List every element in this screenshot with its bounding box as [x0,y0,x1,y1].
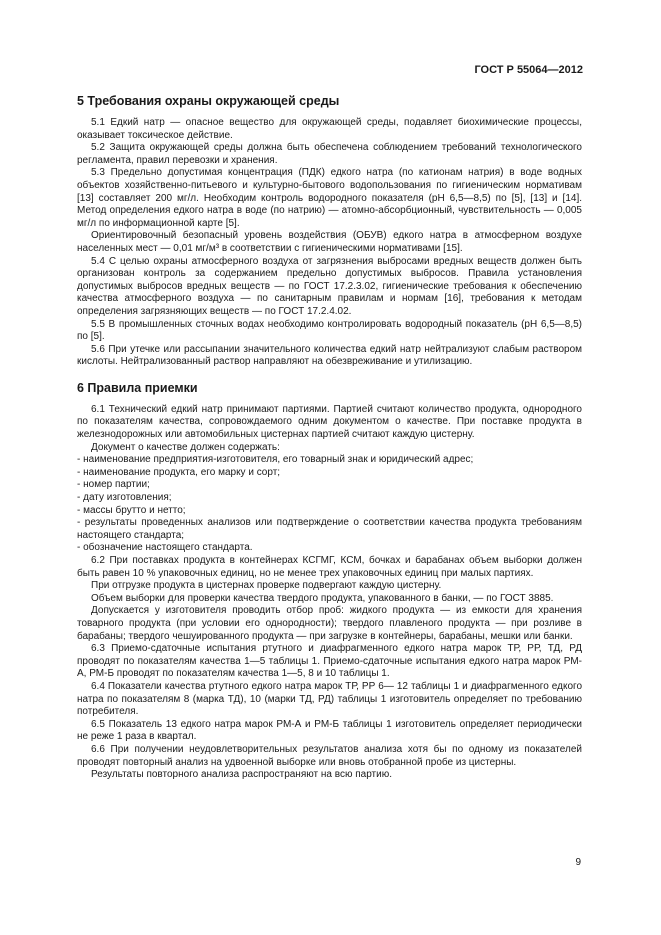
list-item: - дату изготовления; [77,492,172,504]
paragraph-6-2-tanks: При отгрузке продукта в цистернах проверке подвергают каждую цистерну. [91,580,442,592]
list-item: - обозначение настоящего стандарта. [77,542,253,554]
section-5-title: 5 Требования охраны окружающей среды [77,94,340,108]
paragraph-6-2: 6.2 При поставках продукта в контейнерах КСГМГ, КСМ, бочках и барабанах объем выборки должен быть равен 10 % упаковочных единиц, но не менее трех упаковочных единиц при малых партиях. [77,555,582,579]
paragraph-6-6-results: Результаты повторного анализа распространяют на всю партию. [91,769,392,781]
paragraph-6-2-cans: Объем выборки для проверки качества твердого продукта, упакованного в банки, — по ГОСТ 3885. [91,592,554,604]
list-item: - наименование предприятия-изготовителя, его товарный знак и юридический адрес; [77,454,474,466]
page-number: 9 [575,857,581,868]
section-6-body [77,404,582,782]
paragraph-6-4: 6.4 Показатели качества ртутного едкого натра марок ТР, РР 6— 12 таблицы 1 и диафрагменного едкого натра по показателям 8 (марка ТД), 10 (марки ТД, РД) таблицы 1 изготовитель определяет по требованию потребителя. [77,680,582,718]
standard-header: ГОСТ Р 55064—2012 [474,64,583,76]
page-content [77,93,582,782]
paragraph-5-1: 5.1 Едкий натр — опасное вещество для окружающей среды, подавляет биохимические процессы, оказывает токсическое действие. [77,117,582,141]
list-item: - массы брутто и нетто; [77,504,186,516]
paragraph-6-1: 6.1 Технический едкий натр принимают партиями. Партией считают количество продукта, однородного по показателям качества, сопровождаемого одним документом о качестве. При поставке продукта в железнодорожных или автомобильных цистернах партией считают каждую цистерну. [77,403,582,441]
paragraph-5-6: 5.6 При утечке или рассыпании значительного количества едкий натр нейтрализуют слабым раствором кислоты. Нейтрализованный раствор направляют на обезвреживание и утилизацию. [77,343,582,368]
paragraph-6-6: 6.6 При получении неудовлетворительных результатов анализа хотя бы по одному из показателей проводят повторный анализ на удвоенной выборке или вновь отобранной пробе из цистерны. [77,743,582,768]
section-6-title: 6 Правила приемки [77,380,198,395]
paragraph-5-2: 5.2 Защита окружающей среды должна быть обеспечена соблюдением требований технологического регламента, правил перевозки и хранения. [77,142,582,166]
list-item: - результаты проведенных анализов или подтверждение о соответствии качества продукта требованиям настоящего стандарта; [77,517,582,541]
paragraph-5-3-obuv: Ориентировочный безопасный уровень воздействия (ОБУВ) едкого натра в атмосферном воздухе населенных мест — 0,01 мг/м³ в соответствии с гигиеническими нормативами [15]. [77,230,582,254]
quality-document-intro: Документ о качестве должен содержать: [91,441,280,453]
paragraph-6-2-sampling: Допускается у изготовителя проводить отбор проб: жидкого продукта — из емкости для хранения товарного продукта (при условии его однородности); твердого плавленого продукта — при розливе в барабаны; твердого чешуированного продукта — при загрузке в контейнеры, барабаны, мешки или банки. [77,605,582,642]
paragraph-5-3: 5.3 Предельно допустимая концентрация (ПДК) едкого натра (по катионам натрия) в воде водных объектов хозяйственно-питьевого и культурно-бытового водопользования по гигиеническим нормативам [13] составляет 200 мг/л. Необходим контроль водородного показателя (рН 6,5—8,5) по [5], [13] и [14]. Метод определения едкого натра в воде (по натрию) — атомно-абсорбционный, чувствительность — 0,005 мг/л по информационной карте [5]. [77,167,582,229]
list-item: - номер партии; [77,479,150,491]
paragraph-6-5: 6.5 Показатель 13 едкого натра марок РМ-А и РМ-Б таблицы 1 изготовитель определяет периодически не реже 1 раза в квартал. [77,718,582,743]
section-5-body [77,117,582,369]
paragraph-6-3: 6.3 Приемо-сдаточные испытания ртутного и диафрагменного едкого натра марок ТР, РР, ТД, РД проводят по показателям качества 1—5 таблицы 1. Приемо-сдаточные испытания едкого натра марок РМ-А, РМ-Б проводят по показателям качества 1—5, 8 и 10 таблицы 1. [77,643,582,680]
list-item: - наименование продукта, его марку и сорт; [77,466,281,478]
paragraph-5-5: 5.5 В промышленных сточных водах необходимо контролировать водородный показатель (рН 6,5—8,5) по [5]. [77,318,582,343]
paragraph-5-4: 5.4 С целью охраны атмосферного воздуха от загрязнения выбросами вредных веществ должен быть организован контроль за содержанием предельно допустимых выбросов. Правила установления допустимых выбросов вредных веществ — по ГОСТ 17.2.3.02, гигиенические требования к обеспечению качества атмосферного воздуха — по санитарным правилам и нормам [16], требования к методам определения загрязняющих веществ — по ГОСТ 17.2.4.02. [77,255,582,317]
